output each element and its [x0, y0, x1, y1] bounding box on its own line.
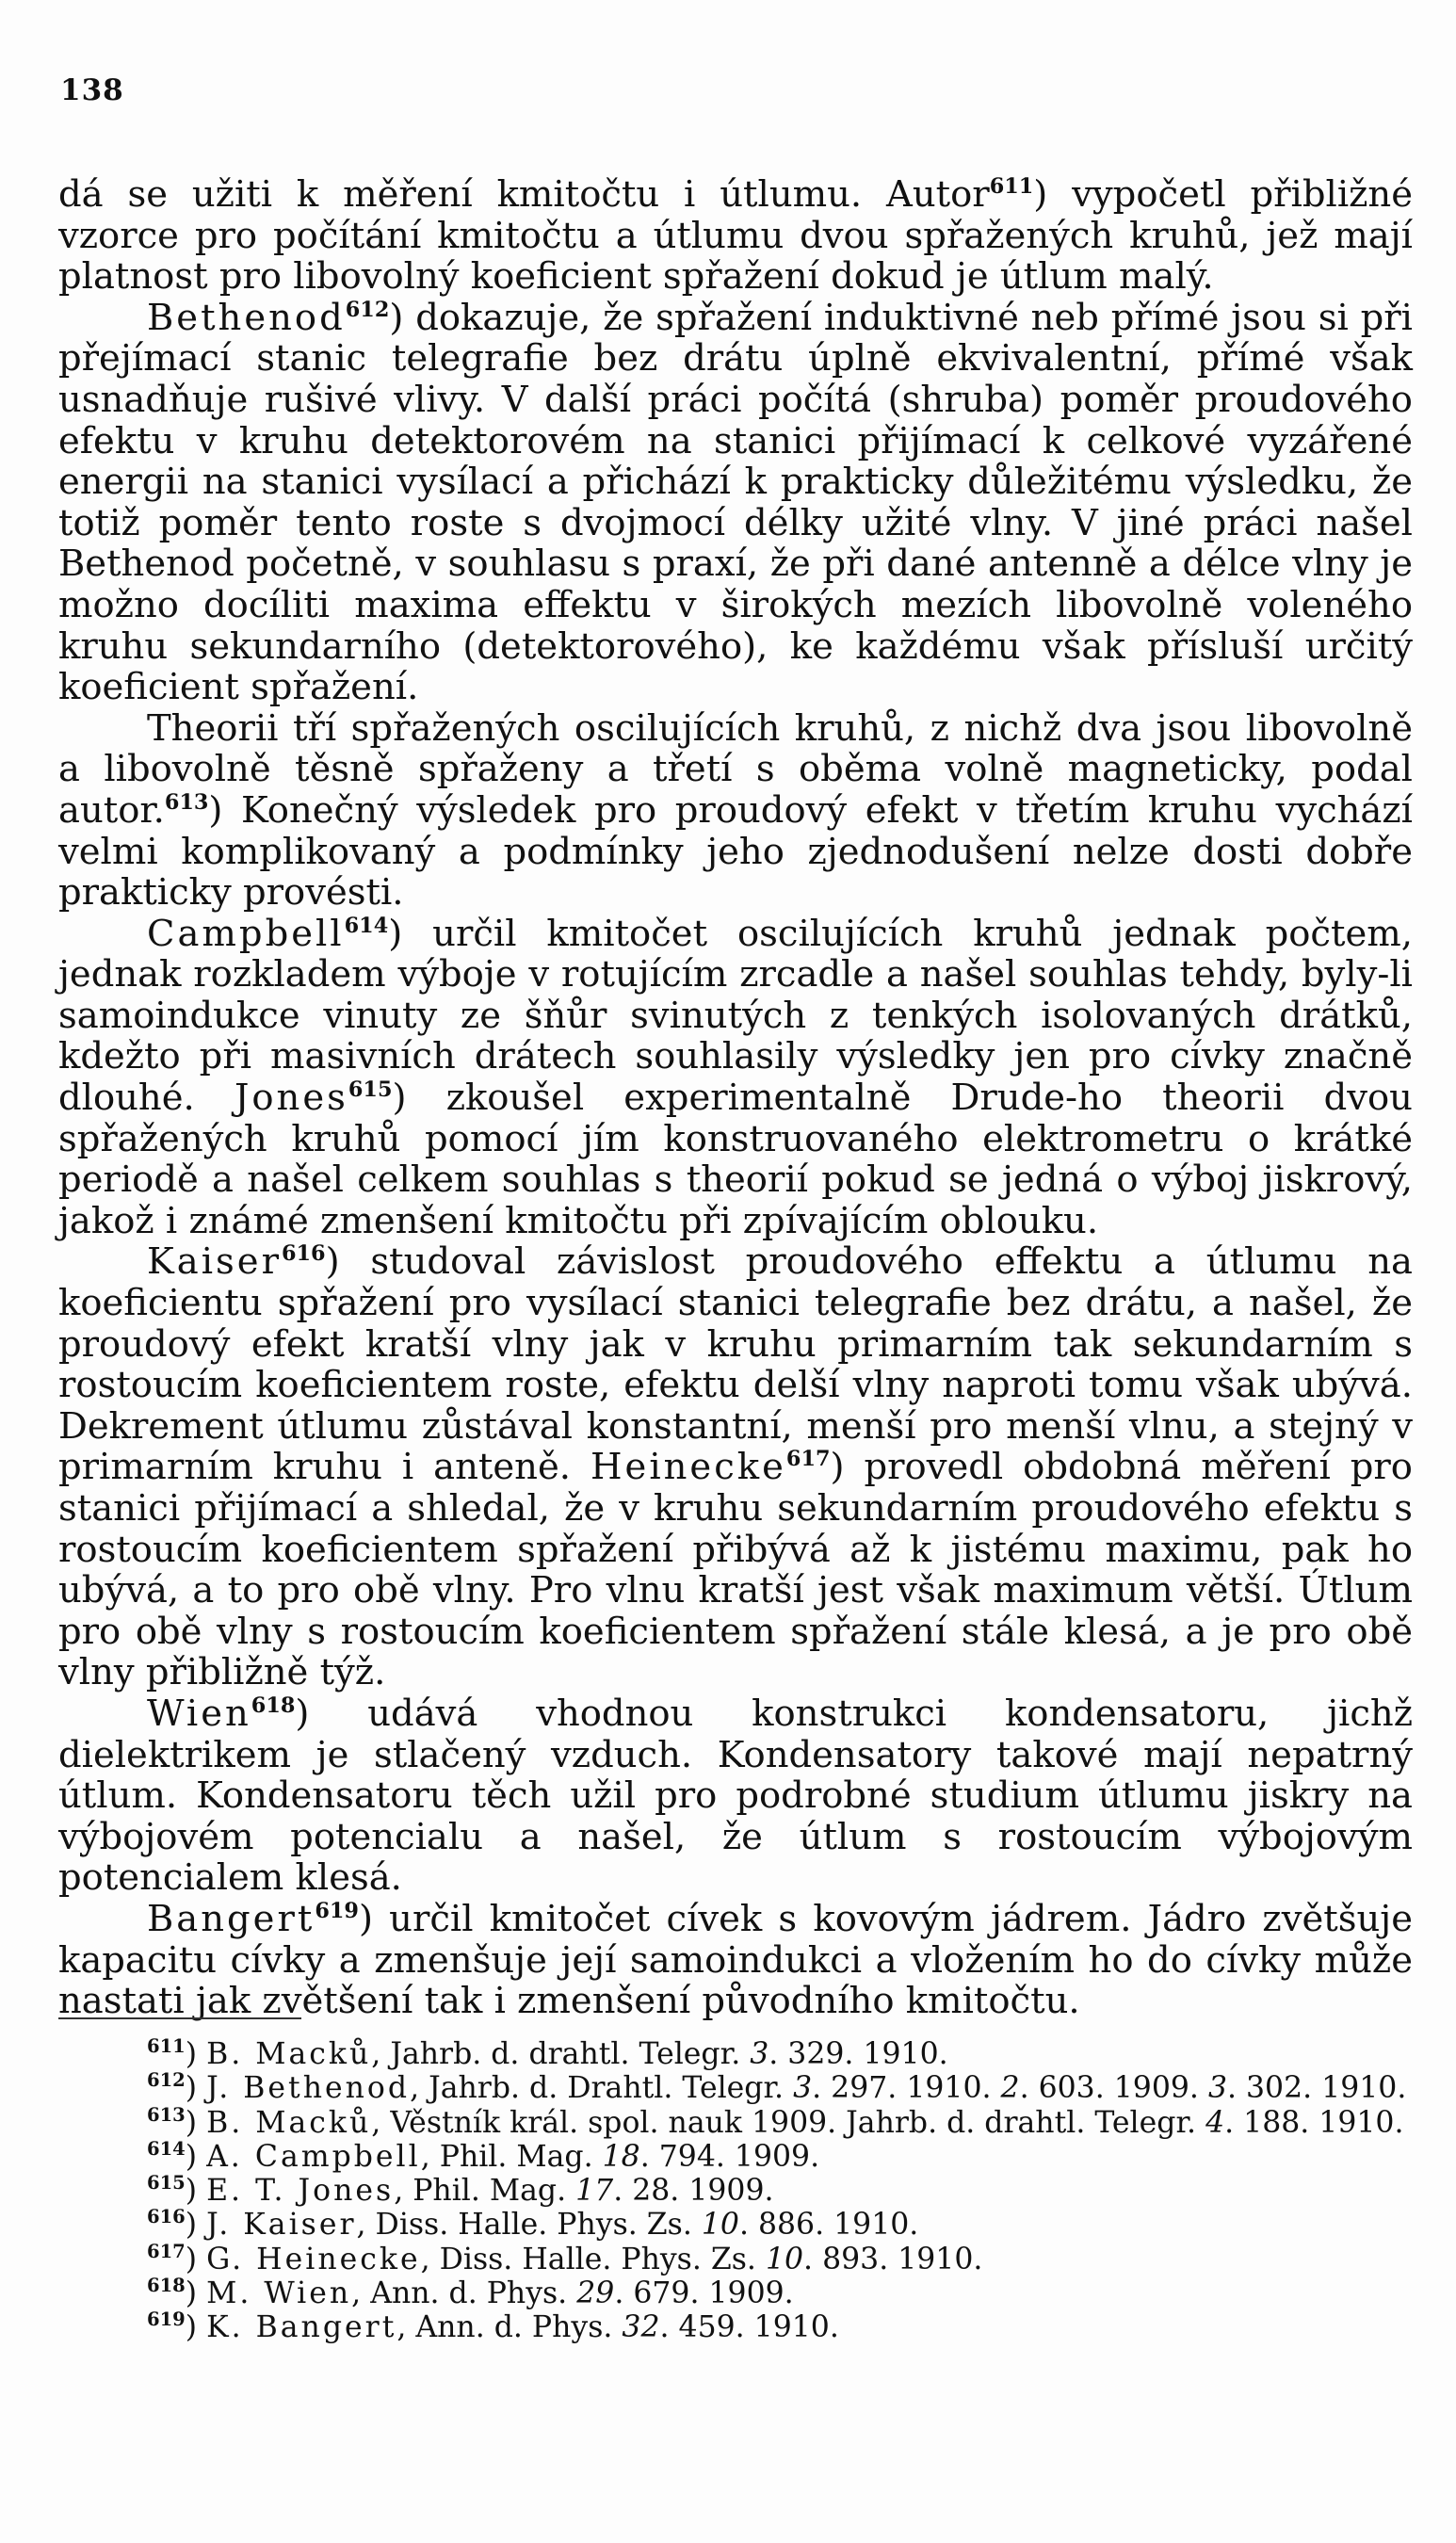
footnote-ref: 613 — [164, 790, 209, 816]
footnote-ref: 618 — [251, 1693, 296, 1719]
footnote-source: , Jahrb. d. drahtl. Telegr. — [371, 2037, 751, 2071]
author-name: Heinecke — [590, 1446, 786, 1489]
footnote-ref: 612 — [345, 297, 390, 322]
footnote-ref: 611 — [989, 174, 1034, 200]
footnote-volume: 10 — [701, 2208, 739, 2243]
paragraph-text: ) určil kmitočet cívek s kovovým jádrem. Jádro zvětšuje kapacitu cívky a zmenšuje její samoindukci a vložením ho do cívky může nastati jak zvětšení tak i zmenšení původního kmitočtu. — [58, 1897, 1413, 2023]
footnote-617: $^{617}$) G. Heinecke, Diss. Halle. Phys. Zs. 10. 893. 1910. — [147, 2240, 983, 2276]
footnote-volume: 17 — [575, 2174, 614, 2209]
footnote-615: $^{615}$) E. T. Jones, Phil. Mag. 17. 28. 1909. — [147, 2172, 774, 2209]
footnote-source: , Phil. Mag. — [420, 2139, 603, 2174]
paragraph-2 — [58, 708, 1413, 914]
footnote-source: , Diss. Halle. Phys. Zs. — [356, 2208, 702, 2243]
footnote-619: $^{619}$) K. Bangert, Ann. d. Phys. 32. 459. 1910. — [147, 2308, 839, 2345]
footnote-pages: . 603. 1909. — [1019, 2071, 1208, 2106]
footnote-number: 615 — [147, 2172, 186, 2195]
footnote-616: $^{616}$) J. Kaiser, Diss. Halle. Phys. Zs. 10. 886. 1910. — [147, 2206, 919, 2243]
footnote-612: $^{612}$) J. Bethenod, Jahrb. d. Drahtl. Telegr. 3. 297. 1910. 2. 603. 1909. 3. 302. 1910. — [147, 2069, 1407, 2106]
footnote-author: E. T. Jones — [206, 2174, 395, 2209]
footnote-611: $^{611}$) B. Macků, Jahrb. d. drahtl. Telegr. 3. 329. 1910. — [147, 2034, 948, 2071]
footnote-volume: 4 — [1205, 2105, 1225, 2140]
footnote-pages: . 679. 1909. — [614, 2276, 794, 2311]
paragraph-text: ) studoval závislost proudového effektu a útlumu na koeficientu spřažení pro vysílací stanici telegrafie bez drátu, a našel, že proudový efekt kratší vlny jak v kruhu primarním tak sekundarním s rostoucím koeficientem roste, efektu delší vlny naproti tomu však ubývá. Dekrement útlumu zůstával konstantní, menší pro menší vlnu, a stejný v primarním kruhu i anteně. — [58, 1240, 1413, 1489]
footnote-author: M. Wien — [206, 2276, 352, 2311]
footnote-ref: 616 — [281, 1241, 326, 1267]
footnote-source: , Jahrb. d. Drahtl. Telegr. — [410, 2071, 794, 2106]
footnote-number: 612 — [147, 2069, 186, 2092]
footnote-618: $^{618}$) M. Wien, Ann. d. Phys. 29. 679. 1909. — [147, 2274, 794, 2311]
paragraph-text: ) dokazuje, že spřažení induktivné neb přímé jsou si při přejímací stanic telegrafie bez drátu úplně ekvivalentní, přímé však usnadňuje rušivé vlivy. V další práci počítá (shruba) poměr proudového efektu v kruhu detektorovém na stanici přijímací k celkové vyzářené energii na stanici vysílací a přichází k prakticky důležitému výsledku, že totiž poměr tento roste s dvojmocí délky užité vlny. V jiné práci našel Bethenod početně, v souhlasu s praxí, že při dané antenně a délce vlny je možno docíliti maxima effektu v širokých mezích libovolně voleného kruhu sekundarního (detektorového), ke každému však přísluší určitý koeficient spřažení. — [58, 296, 1413, 709]
footnote-pages: . 297. 1910. — [812, 2071, 1001, 2106]
author-name: Wien — [147, 1692, 251, 1735]
footnote-ref: 617 — [785, 1447, 831, 1472]
footnote-author: J. Bethenod — [206, 2071, 411, 2106]
author-name: Jones — [234, 1077, 348, 1120]
footnote-pages: . 893. 1910. — [803, 2242, 983, 2276]
footnote-number: 617 — [147, 2240, 186, 2262]
paragraph-text: Theorii tří spřažených oscilujících kruhů, z nichž dva jsou libovolně a libovolně těsně spřaženy a třetí s oběma volně magneticky, podal autor. — [58, 706, 1413, 832]
footnote-ref: 614 — [344, 913, 389, 938]
author-name: Bangert — [147, 1897, 315, 1940]
footnote-number: 611 — [147, 2034, 186, 2057]
footnote-pages: . 302. 1910. — [1226, 2071, 1407, 2106]
author-name: Bethenod — [147, 296, 346, 339]
footnote-number: 614 — [147, 2137, 186, 2160]
footnote-pages: . 886. 1910. — [738, 2208, 919, 2243]
footnote-source: , Věstník král. spol. nauk 1909. Jahrb. d. drahtl. Telegr. — [371, 2105, 1206, 2140]
footnote-source: , Diss. Halle. Phys. Zs. — [420, 2242, 766, 2276]
footnote-author: B. Macků — [206, 2037, 372, 2071]
footnote-author: J. Kaiser — [206, 2208, 357, 2243]
footnote-number: 618 — [147, 2274, 186, 2296]
paragraph-4 — [58, 1241, 1413, 1693]
footnote-pages: . 459. 1910. — [659, 2310, 839, 2345]
footnote-pages: . 188. 1910. — [1224, 2105, 1404, 2140]
footnote-pages: . 329. 1910. — [768, 2037, 948, 2071]
footnote-volume: 3 — [750, 2037, 769, 2071]
footnote-source: , Ann. d. Phys. — [396, 2310, 623, 2345]
footnote-source: , Ann. d. Phys. — [351, 2276, 577, 2311]
paragraph-3 — [58, 914, 1413, 1242]
footnote-volume: 2 — [1000, 2071, 1020, 2106]
footnote-volume: 3 — [1207, 2071, 1227, 2106]
page-number: 138 — [60, 73, 124, 107]
footnote-number: 613 — [147, 2103, 186, 2126]
footnote-volume: 10 — [765, 2242, 804, 2276]
paragraph-text: ) vypočetl přibližné vzorce pro počítání kmitočtu a útlumu dvou spřažených kruhů, jež mají platnost pro libovolný koeficient spřažení dokud je útlum malý. — [58, 173, 1414, 299]
paragraph-text: dá se užiti k měření kmitočtu i útlumu. Autor — [58, 173, 990, 216]
footnote-pages: . 28. 1909. — [613, 2174, 774, 2209]
footnote-author: B. Macků — [206, 2105, 372, 2140]
footnote-author: G. Heinecke — [206, 2242, 421, 2276]
paragraph-text: ) provedl obdobná měření pro stanici přijímací a shledal, že v kruhu sekundarním proudového efektu s rostoucím koeficientem spřažení přibývá až k jistému maximu, pak ho ubývá, a to pro obě vlny. Pro vlnu kratší jest však maximum větší. Útlum pro obě vlny s rostoucím koeficientem spřažení stále klesá, a je pro obě vlny přibližně týž. — [58, 1446, 1413, 1694]
paragraph-text: ) určil kmitočet oscilujících kruhů jednak počtem, jednak rozkladem výboje v rotujícím zrcadle a našel souhlas tehdy, byly-li samoindukce vinuty ze šňůr svinutých z tenkých isolovaných drátků, kdežto při masivních drátech souhlasily výsledky jen pro cívky značně dlouhé. — [58, 912, 1413, 1120]
footnote-number: 619 — [147, 2308, 186, 2331]
footnote-volume: 32 — [622, 2310, 660, 2345]
footnote-author: K. Bangert — [206, 2310, 397, 2345]
paragraph-5 — [58, 1693, 1413, 1899]
author-name: Campbell — [147, 912, 345, 955]
main-text — [58, 174, 1413, 2022]
footnote-volume: 29 — [576, 2276, 615, 2311]
paragraph-0 — [58, 174, 1413, 298]
footnote-divider — [58, 2017, 301, 2019]
footnote-614: $^{614}$) A. Campbell, Phil. Mag. 18. 794. 1909. — [147, 2137, 820, 2174]
paragraph-text: ) udává vhodnou konstrukci kondensatoru, jichž dielektrikem je stlačený vzduch. Kondensatory takové mají nepatrný útlum. Kondensatoru těch užil pro podrobné studium útlumu jiskry na výbojovém potencialu a našel, že útlum s rostoucím výbojovým potencialem klesá. — [58, 1692, 1413, 1900]
footnote-volume: 3 — [793, 2071, 813, 2106]
footnote-author: A. Campbell — [206, 2139, 421, 2174]
footnote-volume: 18 — [602, 2139, 640, 2174]
paragraph-text: ) Konečný výsledek pro proudový efekt v třetím kruhu vychází velmi komplikovaný a podmínky jeho zjednodušení nelze dosti dobře prakticky provésti. — [58, 788, 1413, 915]
author-name: Kaiser — [147, 1240, 282, 1284]
footnote-number: 616 — [147, 2206, 186, 2228]
footnote-source: , Phil. Mag. — [394, 2174, 576, 2209]
footnote-ref: 615 — [348, 1077, 393, 1103]
paragraph-6 — [58, 1899, 1413, 2022]
paragraph-1 — [58, 298, 1413, 708]
footnote-613: $^{613}$) B. Macků, Věstník král. spol. nauk 1909. Jahrb. d. drahtl. Telegr. 4. 188. 1910. — [147, 2103, 1404, 2140]
paragraph-text: ) zkoušel experimentalně Drude-ho theorii dvou spřažených kruhů pomocí jím konstruovaného elektrometru o krátké periodě a našel celkem souhlas s theorií pokud se jedná o výboj jiskrový, jakož i známé zmenšení kmitočtu při zpívajícím oblouku. — [58, 1077, 1413, 1242]
footnotes — [58, 2034, 1413, 2345]
footnote-ref: 619 — [315, 1899, 359, 1924]
footnote-pages: . 794. 1909. — [639, 2139, 820, 2174]
